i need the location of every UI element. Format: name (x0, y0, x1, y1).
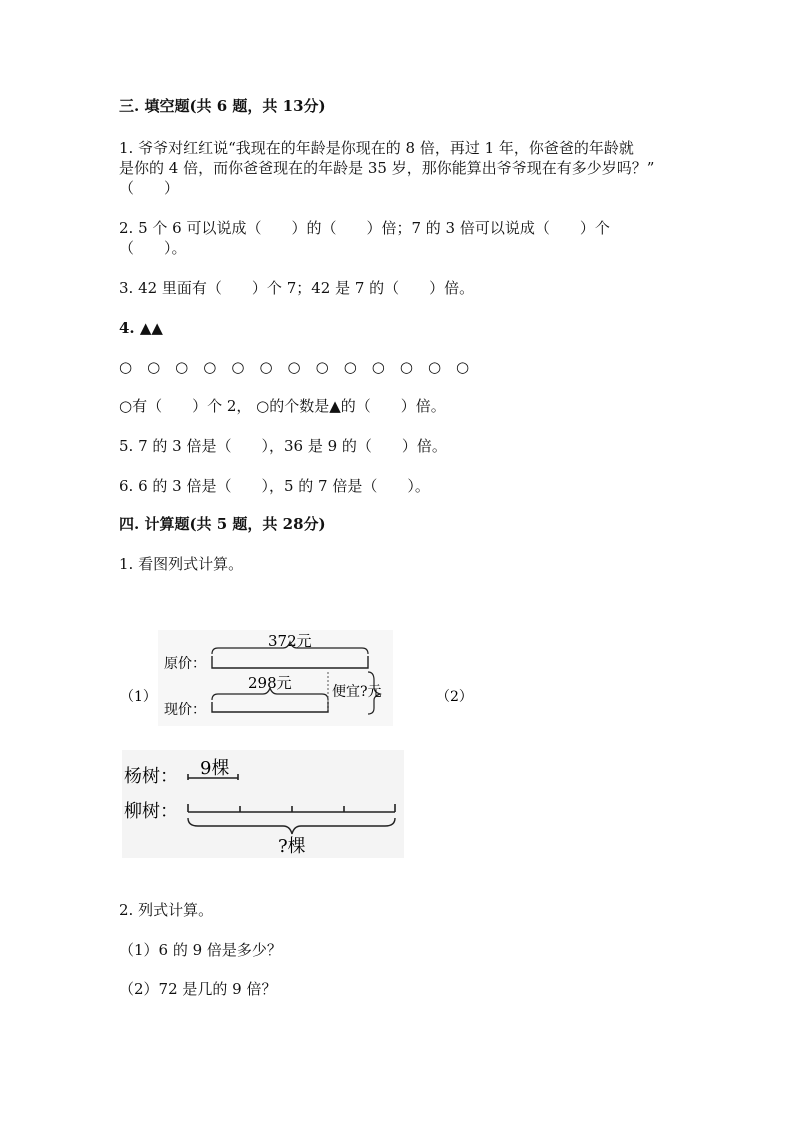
q2-line1: 2. 5 个 6 可以说成（ ）的（ ）倍；7 的 3 倍可以说成（ ）个 (119, 219, 610, 237)
q4-line1: 4. ▲▲ (119, 319, 163, 337)
cheaper-label: 便宜?元 (332, 684, 382, 700)
q1-answer-blank: （ ） (119, 179, 180, 197)
q1-line2: 是你的 4 倍，而你爸爸现在的年龄是 35 岁，那你能算出爷爷现在有多少岁吗？” (119, 159, 655, 177)
yang-tree-count: 9棵 (200, 758, 230, 779)
calc-q2-b: （2）72 是几的 9 倍？ (119, 980, 277, 998)
section4-heading: 四. 计算题(共 5 题，共 28分) (119, 515, 326, 533)
q2-line2: （ ）。 (119, 239, 187, 257)
q3: 3. 42 里面有（ ）个 7；42 是 7 的（ ）倍。 (119, 279, 475, 297)
fig2-number-label: （2） (436, 689, 473, 705)
tree-diagram (118, 748, 408, 860)
q5: 5. 7 的 3 倍是（ ），36 是 9 的（ ）倍。 (119, 437, 447, 455)
calc-q1-title: 1. 看图列式计算。 (119, 555, 244, 573)
original-price-label: 原价： (164, 656, 206, 672)
current-price-value: 298元 (248, 674, 292, 692)
calc-q2-title: 2. 列式计算。 (119, 901, 214, 919)
price-diagram (118, 628, 478, 728)
q1-line1: 1. 爷爷对红红说“我现在的年龄是你现在的 8 倍，再过 1 年，你爸爸的年龄就 (119, 139, 634, 157)
liu-tree-label: 柳树： (124, 801, 178, 822)
original-total-label: 372元 (268, 632, 312, 650)
q4-circles: ○ ○ ○ ○ ○ ○ ○ ○ ○ ○ ○ ○ ○ (119, 358, 470, 376)
yang-tree-label: 杨树： (124, 766, 178, 787)
liu-tree-count: ?棵 (278, 836, 306, 857)
current-price-label: 现价： (164, 702, 206, 718)
fig1-number-label: （1） (120, 689, 157, 705)
q4-line3: ○有（ ）个 2， ○的个数是▲的（ ）倍。 (119, 397, 446, 415)
section3-heading: 三. 填空题(共 6 题，共 13分) (119, 97, 326, 115)
q6: 6. 6 的 3 倍是（ ），5 的 7 倍是（ ）。 (119, 477, 430, 495)
calc-q2-a: （1）6 的 9 倍是多少？ (119, 941, 282, 959)
